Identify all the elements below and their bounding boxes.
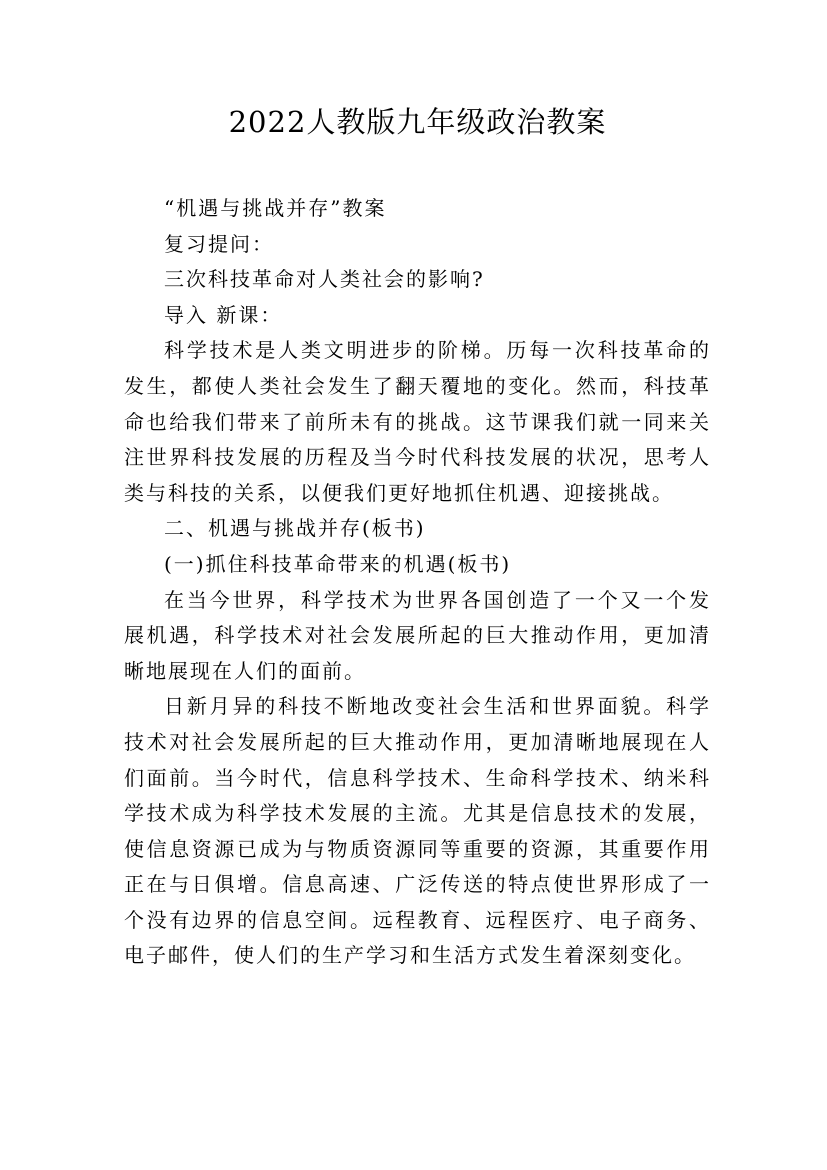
paragraph-intro-text: 科学技术是人类文明进步的阶梯。历每一次科技革命的发生，都使人类社会发生了翻天覆地的变化。然而，科技革命也给我们带来了前所未有的挑战。这节课我们就一同来关注世界科技发展的历程及当今时代科技发展的状况，思考人类与科技的关系，以便我们更好地抓住机遇、迎接挑战。 — [124, 338, 711, 505]
paragraph-opportunity-text: 在当今世界，科学技术为世界各国创造了一个又一个发展机遇，科学技术对社会发展所起的巨大推动作用，更加清晰地展现在人们的面前。 — [124, 587, 711, 683]
document-body — [124, 191, 711, 974]
paragraph-lesson-title: “机遇与挑战并存”教案 — [164, 196, 387, 220]
paragraph-technology-text: 日新月异的科技不断地改变社会生活和世界面貌。科学技术对社会发展所起的巨大推动作用，更加清晰地展现在人们面前。当今时代，信息科学技术、生命科学技术、纳米科学技术成为科学技术发展的主流。尤其是信息技术的发展，使信息资源已成为与物质资源同等重要的资源，其重要作用正在与日俱增。信息高速、广泛传送的特点使世界形成了一个没有边界的信息空间。远程教育、远程医疗、电子商务、电子邮件，使人们的生产学习和生活方式发生着深刻变化。 — [124, 694, 711, 968]
paragraph-section-heading: 二、机遇与挑战并存(板书) — [164, 516, 426, 541]
paragraph-review-question: 三次科技革命对人类社会的影响? — [164, 267, 485, 292]
paragraph-intro-heading: 导入 新课： — [164, 302, 283, 327]
document-title: 2022人教版九年级政治教案 — [228, 105, 607, 139]
paragraph-subsection-heading: (一)抓住科技革命带来的机遇(板书) — [164, 551, 512, 576]
paragraph-review-heading: 复习提问： — [164, 231, 274, 256]
